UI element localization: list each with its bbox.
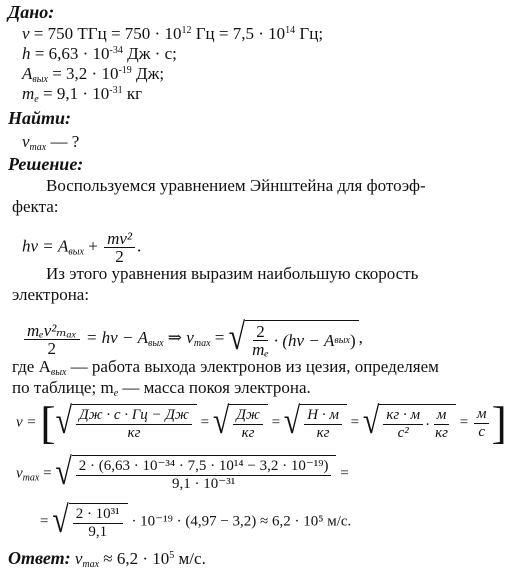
- given-electron-mass: $m_e = 9,1 \cdot 10^{-31}$ кг: [22, 84, 143, 105]
- numeric-substitution: $v_{max}$ = √ $\frac{\text{2 · (6,63 · 10⁻³⁴ · 7,5 · 10¹⁴ − 3,2 · 10⁻¹⁹)}}{\text{9,1 · 10⁻³¹}}$ =: [16, 451, 349, 493]
- einstein-equation: $h\nu = A_{вых}$ + $\frac{\text{mv²}}{2}$ .: [22, 229, 142, 266]
- find-unknown: $v_{max}$ — ?: [22, 132, 80, 153]
- numeric-result: = √ $\frac{\text{2 · 10³¹}}{9,1}$ · 10⁻¹⁹ · (4,97 − 3,2) ≈ 6,2 · 10⁵ м/с.: [40, 499, 352, 541]
- units-check: v = [ √ $\frac{Дж \cdot с \cdot Гц - Дж}{кг}$ = √ $\frac{Дж}{кг}$ = √ $\frac{Н \cdot м}{кг}$ = √ $\frac{кг \cdot м}{\text{с²}}$ · $\frac{м}{кг}$ = $\frac{м}{с}$ ]: [16, 397, 507, 448]
- solution-text-2: фекта:: [12, 197, 59, 216]
- given-heading: Дано:: [8, 2, 55, 22]
- given-frequency: ν = 750 ТГц = $750 \cdot 10^{12}$ Гц = $7,5 \cdot 10^{14}$ Гц;: [22, 24, 324, 43]
- find-heading: Найти:: [8, 108, 72, 128]
- solution-text-4: электрона:: [12, 285, 90, 304]
- solution-text-3: Из этого уравнения выразим наибольшую скорость: [46, 264, 419, 283]
- solution-text-1: Воспользуемся уравнением Эйнштейна для фотоэф-: [46, 176, 426, 195]
- solution-heading: Решение:: [8, 154, 84, 174]
- given-planck: $h = 6,63 \cdot 10^{-34}$ Дж · с;: [22, 44, 177, 63]
- answer-line: Ответ: $v_{max} \approx 6,2 \cdot 10^5$ м/с.: [8, 548, 206, 570]
- velocity-equation: $\frac{\text{mₑv²ₘₐₓ}}{2}$ = $h\nu - A_{вых}$ ⇒ $v_{max}$ = √ $\frac{2}{\text{mₑ}}$ · (hν − A вых ) ,: [22, 320, 363, 358]
- given-work-function: $A_{вых} = 3,2 \cdot 10^{-19}$ Дж;: [22, 64, 165, 85]
- solution-text-5: где $A_{вых}$ — работа выхода электронов из цезия, определяем: [12, 357, 439, 378]
- solution-text-6: по таблице; $m_e$ — масса покоя электрона.: [12, 378, 311, 399]
